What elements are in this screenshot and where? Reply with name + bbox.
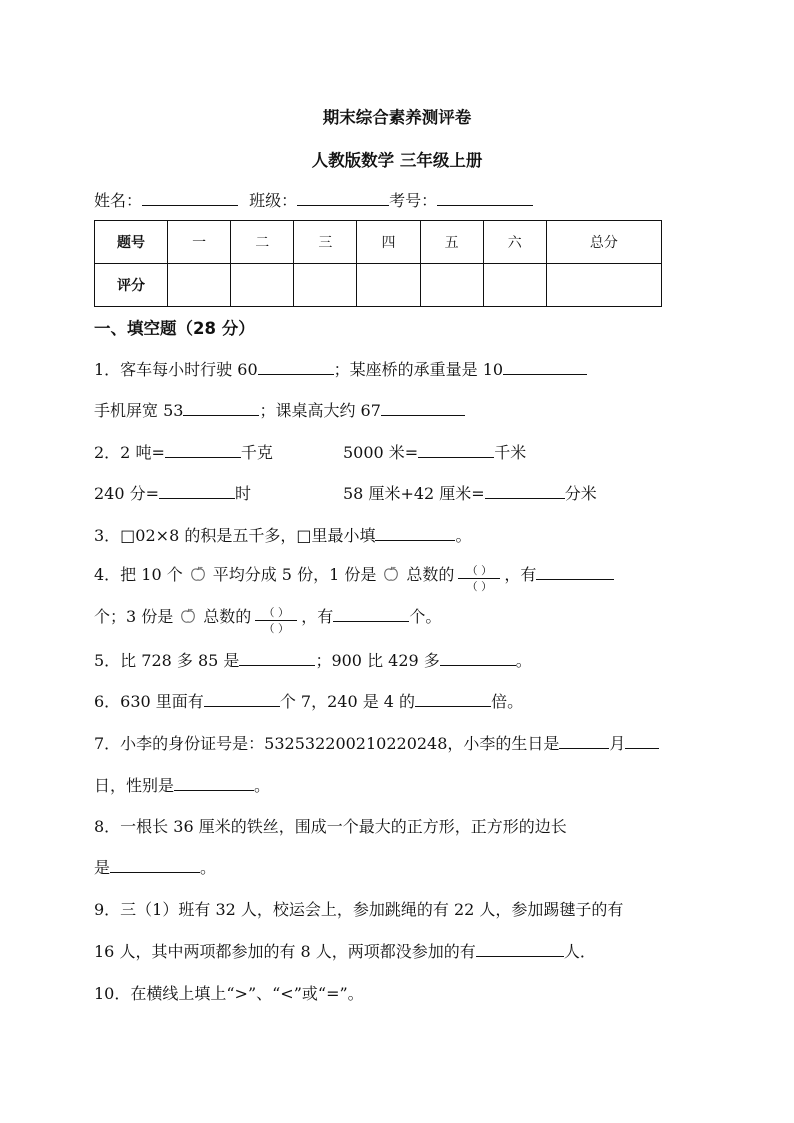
score-table-score-row: [95, 264, 662, 307]
q6-text-a: 6．630 里面有: [94, 692, 204, 711]
q6-text-c: 倍。: [491, 692, 524, 711]
q7-blank-day[interactable]: [625, 734, 659, 749]
fraction-denominator: （ ）: [466, 580, 493, 593]
q4-text-d: ，有: [504, 565, 537, 584]
number-field[interactable]: [437, 191, 533, 206]
question-1-line-1: [94, 357, 587, 380]
q2-text-c2: 时: [235, 484, 252, 503]
q1-text-a: 1．客车每小时行驶 60: [94, 360, 258, 379]
q10-text-a: 10．在横线上填上“>”、“<”或“=”。: [94, 984, 364, 1003]
q8-text-c: 。: [200, 858, 217, 877]
q4-blank-1[interactable]: [536, 565, 614, 580]
q7-blank-gender[interactable]: [174, 776, 254, 791]
q6-blank-2[interactable]: [415, 692, 491, 707]
q9-text-a: 9．三（1）班有 32 人，校运会上，参加跳绳的有 22 人，参加踢毽子的有: [94, 900, 624, 919]
q4-fraction-2[interactable]: [255, 607, 297, 634]
question-9-line-2: [94, 939, 596, 962]
q2-blank-4[interactable]: [485, 484, 565, 499]
question-1-line-2: [94, 398, 465, 421]
q8-text-a: 8．一根长 36 厘米的铁丝，围成一个最大的正方形，正方形的边长: [94, 817, 567, 836]
q2-blank-2[interactable]: [418, 443, 494, 458]
q7-text-d: 。: [254, 776, 271, 795]
q1-text-b: ；某座桥的承重量是 10: [333, 360, 504, 379]
q5-text-a: 5．比 728 多 85 是: [94, 651, 240, 670]
q9-blank[interactable]: [476, 942, 564, 957]
q4-text-h: 个。: [409, 607, 442, 626]
q5-blank-2[interactable]: [440, 651, 516, 666]
apple-icon: [179, 607, 197, 625]
question-4-line-2: [94, 604, 441, 634]
question-3: [94, 523, 471, 546]
col-total: 总分: [546, 221, 661, 264]
score-table: [94, 220, 662, 307]
q4-text-a: 4．把 10 个: [94, 565, 183, 584]
question-2-item-a: [94, 440, 273, 463]
q7-blank-month[interactable]: [559, 734, 609, 749]
q1-blank-3[interactable]: [183, 401, 259, 416]
question-8-line-2: [94, 855, 216, 878]
question-6: [94, 689, 523, 712]
question-8-line-1: [94, 814, 567, 837]
question-5: [94, 648, 532, 671]
q4-text-g: ，有: [301, 607, 334, 626]
q5-blank-1[interactable]: [239, 651, 315, 666]
class-label: 班级：: [249, 191, 298, 210]
score-cell-1[interactable]: [168, 264, 231, 307]
fraction-denominator: （ ）: [263, 622, 290, 635]
col-5: 五: [420, 221, 483, 264]
fraction-numerator: （ ）: [263, 606, 290, 619]
col-6: 六: [483, 221, 546, 264]
q2-text-c1: 240 分=: [94, 484, 160, 503]
q1-text-d: ；课桌高大约 67: [259, 401, 381, 420]
row-label-score: 评分: [95, 264, 168, 307]
q4-fraction-1[interactable]: [458, 565, 500, 592]
q5-text-b: ；900 比 429 多: [315, 651, 440, 670]
q8-blank[interactable]: [110, 858, 200, 873]
question-2-item-d: [343, 481, 597, 504]
q2-text-b2: 千米: [494, 443, 527, 462]
q9-text-c: 人．: [563, 942, 596, 961]
q1-blank-2[interactable]: [503, 360, 587, 375]
q5-text-c: 。: [515, 651, 532, 670]
question-4-line-1: [94, 562, 614, 592]
question-7-line-2: [94, 773, 270, 796]
score-cell-2[interactable]: [231, 264, 294, 307]
name-label: 姓名：: [94, 191, 143, 210]
score-cell-5[interactable]: [420, 264, 483, 307]
q1-text-c: 手机屏宽 53: [94, 401, 184, 420]
score-cell-3[interactable]: [294, 264, 357, 307]
question-2-item-b: [343, 440, 526, 463]
class-field[interactable]: [297, 191, 389, 206]
q9-text-b: 16 人，其中两项都参加的有 8 人，两项都没参加的有: [94, 942, 476, 961]
q4-text-c: 总数的: [406, 565, 455, 584]
score-cell-total[interactable]: [546, 264, 661, 307]
q3-blank[interactable]: [375, 526, 455, 541]
q2-text-a2: 千克: [240, 443, 273, 462]
col-1: 一: [168, 221, 231, 264]
page-title: 期末综合素养测评卷: [322, 108, 472, 127]
number-label: 考号：: [389, 191, 438, 210]
name-field[interactable]: [142, 191, 238, 206]
question-2-item-c: [94, 481, 251, 504]
page-subtitle: 人教版数学 三年级上册: [311, 151, 483, 170]
q4-text-f: 总数的: [203, 607, 252, 626]
section-heading: 一、填空题（28 分）: [94, 319, 255, 338]
q2-text-d2: 分米: [564, 484, 597, 503]
q6-text-b: 个 7，240 是 4 的: [279, 692, 416, 711]
q1-blank-1[interactable]: [258, 360, 334, 375]
q7-text-c: 日，性别是: [94, 776, 175, 795]
q6-blank-1[interactable]: [204, 692, 280, 707]
fraction-bar: [255, 620, 297, 621]
q2-blank-3[interactable]: [159, 484, 235, 499]
question-7-line-1: [94, 731, 659, 754]
question-9-line-1: [94, 897, 623, 920]
q3-text-a: 3．□02×8 的积是五千多，□里最小填: [94, 526, 376, 545]
q4-blank-2[interactable]: [333, 607, 409, 622]
q7-text-b: 月: [609, 734, 626, 753]
apple-icon: [382, 565, 400, 583]
q2-text-a1: 2．2 吨=: [94, 443, 165, 462]
q4-text-b: 平均分成 5 份，1 份是: [212, 565, 377, 584]
student-info-line: [94, 188, 533, 211]
fraction-numerator: （ ）: [466, 564, 493, 577]
col-3: 三: [294, 221, 357, 264]
apple-icon: [189, 565, 207, 583]
row-label-question: 题号: [95, 221, 168, 264]
col-2: 二: [231, 221, 294, 264]
q2-blank-1[interactable]: [165, 443, 241, 458]
fraction-bar: [458, 578, 500, 579]
q3-text-b: 。: [455, 526, 472, 545]
q8-text-b: 是: [94, 858, 111, 877]
col-4: 四: [357, 221, 420, 264]
q1-blank-4[interactable]: [381, 401, 465, 416]
q2-text-d1: 58 厘米+42 厘米=: [343, 484, 485, 503]
q7-text-a: 7．小李的身份证号是：532532200210220248，小李的生日是: [94, 734, 560, 753]
q4-text-e: 个；3 份是: [94, 607, 174, 626]
score-table-header-row: [95, 221, 662, 264]
question-10: [94, 981, 364, 1004]
q2-text-b1: 5000 米=: [343, 443, 419, 462]
score-cell-4[interactable]: [357, 264, 420, 307]
score-cell-6[interactable]: [483, 264, 546, 307]
